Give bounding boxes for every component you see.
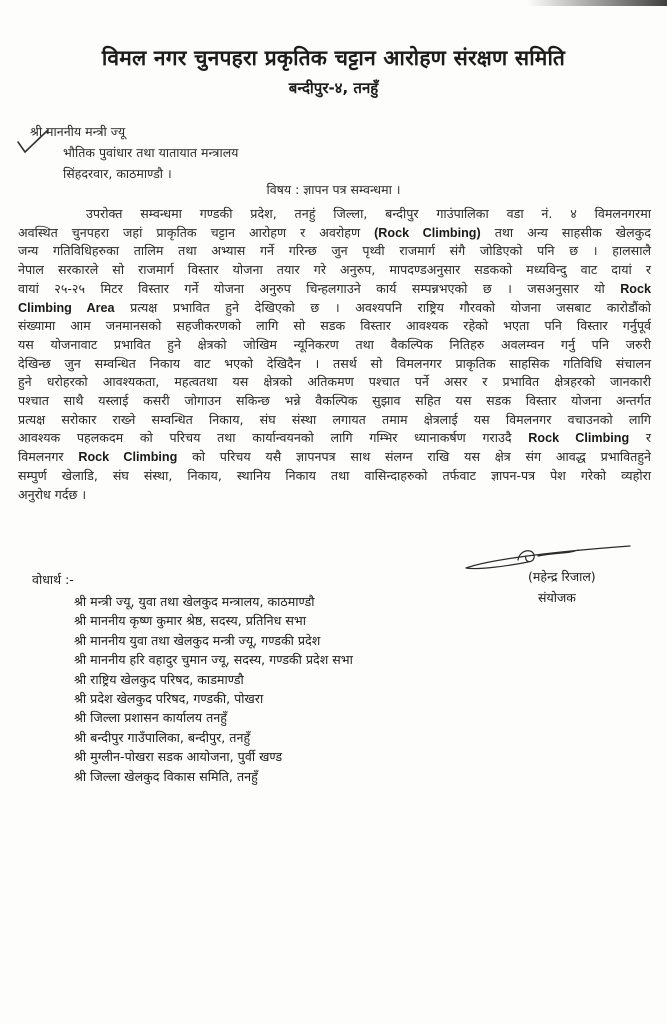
body-text: को परिचय यसै ज्ञापनपत्र साथ संलग्न राखि यस क्षेत्र संग आवद्ध प्रभावितहुने — [177, 449, 652, 465]
bold-term: Rock — [620, 281, 651, 296]
signatory-role: संयोजक — [538, 590, 576, 605]
body-text: आवश्यक पहलकदम को परिचय तथा कार्यान्वयनको लागि गम्भिर ध्यानाकर्षण गराउदै — [18, 430, 529, 446]
body-line — [18, 224, 651, 243]
bold-term: Rock Climbing — [528, 431, 630, 446]
body-line — [18, 411, 651, 430]
cc-item: श्री बन्दीपुर गाउँपालिका, बन्दीपुर, तनहुँ — [74, 729, 251, 745]
body-text: वायां २५-२५ मिटर विस्तार गर्ने योजना अनुरुप चिन्हलगाउने कार्य सम्पन्नभएको छ । जसअनुसार यो — [18, 280, 621, 296]
body-text: संख्यामा आम जनमानसको सहजीकरणको लागि सो सडक विस्तार आवश्यक रहेको भएता पनि विस्तार गर्नुपूर्व — [18, 318, 651, 334]
body-line — [18, 448, 651, 467]
cc-item: श्री माननीय कृष्ण कुमार श्रेष्ठ, सदस्य, प्रतिनिध सभा — [74, 613, 306, 629]
body-text: प्रत्यक्ष प्रभावित हुने देखिएको छ । अवश्यपनि राष्ट्रिय गौरवको योजना जसबाट कारोडौंको — [114, 299, 652, 315]
body-line — [18, 392, 651, 411]
body-text: देखिन्छ जुन सम्वन्धित निकाय वाट भएको देखिदैन । तसर्थ सो विमलनगर प्राकृतिक साहसिक गतिविधि संचालन — [18, 355, 651, 371]
body-line — [18, 467, 651, 486]
body-text: उपरोक्त सम्वन्धमा गण्डकी प्रदेश, तनहुं जिल्ला, बन्दीपुर गाउंपालिका वडा नं. ४ विमलनगरमा — [86, 206, 651, 221]
body-line — [18, 317, 651, 336]
cc-item: श्री मन्त्री ज्यू, युवा तथा खेलकुद मन्त्रालय, काठमाण्डौ — [74, 594, 315, 609]
body-text: सम्पुर्ण खेलाडि, संघ संस्था, निकाय, स्थानिय निकाय तथा वासिन्दाहरुको तर्फवाट ज्ञापन-पत्र पेश गरेको व्यहोरा — [18, 467, 651, 483]
body-text: यस योजनावाट प्रभावित हुने क्षेत्रको जोखिम न्यूनिकरण तथा वैकल्पिक नितिहरु अवलम्वन गर्नु पनि जरुरी — [18, 336, 651, 352]
signatory-name: (महेन्द्र रिजाल) — [528, 569, 596, 584]
body-line — [18, 242, 651, 261]
body-line — [18, 373, 651, 392]
letter-body — [18, 205, 651, 504]
recipient-line-1: श्री माननीय मन्त्री ज्यू — [30, 124, 126, 139]
bold-term: Rock Climbing — [78, 450, 178, 465]
body-text: हुने धरोहरको आवश्यकता, महत्वतथा यस क्षेत्रको अतिकमण पश्चात पर्ने असर र प्रभावित क्षेत्रहरको जानकारी — [18, 374, 651, 390]
recipient-line-2: भौतिक पुवांधार तथा यातायात मन्त्रालय — [63, 145, 239, 160]
cc-item: श्री मुग्लीन-पोखरा सडक आयोजना, पुर्वी खण्ड — [74, 749, 283, 765]
body-line — [18, 299, 651, 318]
body-line — [18, 280, 651, 299]
letterhead-title: विमल नगर चुनपहरा प्रकृतिक चट्टान आरोहण संरक्षण समिति — [101, 46, 566, 70]
subject-line: विषय : ज्ञापन पत्र सम्वन्धमा । — [266, 182, 401, 197]
cc-list — [74, 592, 353, 786]
cc-item: श्री जिल्ला प्रशासन कार्यालय तनहुँ — [74, 710, 227, 726]
body-text: प्रत्यक्ष सरोकार राख्ने सम्वन्धित निकाय, संघ संस्था लगायत तमाम क्षेत्रलाई यस विमलनगर वचाउनको लागि — [18, 411, 651, 427]
body-text: अवस्थित चुनपहरा जहां प्राकृतिक चट्टान आरोहण र अवरोहण — [18, 224, 375, 240]
cc-item: श्री राष्ट्रिय खेलकुद परिषद, काडमाण्डौ — [74, 671, 244, 687]
body-line — [18, 429, 651, 448]
cc-item: श्री माननीय हरि वहादुर चुमान ज्यू, सदस्य, गण्डकी प्रदेश सभा — [74, 652, 353, 668]
body-line — [18, 205, 651, 224]
body-line — [18, 336, 651, 355]
body-text: नेपाल सरकारले सो राजमार्ग विस्तार योजना तयार गरे अनुरुप, मापदण्डअनुसार सडकको मध्यविन्दु वाट दायां र — [18, 262, 651, 278]
cc-item: श्री जिल्ला खेलकुद विकास समिति, तनहुँ — [74, 768, 258, 784]
cc-item: श्री माननीय युवा तथा खेलकुद मन्त्री ज्यू, गण्डकी प्रदेश — [74, 632, 321, 648]
body-text: तथा अन्य साहसीक खेलकुद — [480, 224, 651, 240]
body-text: अनुरोध गर्दछ । — [18, 486, 87, 502]
cc-label: वोधार्थ :- — [32, 572, 74, 587]
bold-term: (Rock Climbing) — [374, 225, 481, 240]
body-text: जन्य गतिविधिहरुका तालिम तथा अभ्यास गर्ने गरिन्छ जुन पृथ्वी राजमार्ग संगै जोडिएको पनि छ । हालसालै — [18, 243, 651, 259]
letterhead-address: बन्दीपुर-४, तनहुँ — [288, 79, 379, 97]
bold-term: Climbing Area — [18, 300, 115, 315]
body-line — [18, 355, 651, 374]
body-line — [18, 261, 651, 280]
body-text: पश्चात साथै यस्लाई कसरी जोगाउन सकिन्छ भन्ने वैकल्पिक सुझाव सहित यस सडक विस्तार योजना अन्तर्गत — [18, 393, 651, 409]
recipient-line-3: सिंहदरवार, काठमाण्डौ । — [63, 166, 172, 181]
body-text: विमलनगर — [18, 449, 79, 465]
scan-edge-shadow — [527, 0, 667, 6]
body-text: र — [629, 430, 652, 446]
body-line — [18, 486, 651, 505]
cc-item: श्री प्रदेश खेलकुद परिषद, गण्डकी, पोखरा — [74, 691, 264, 707]
